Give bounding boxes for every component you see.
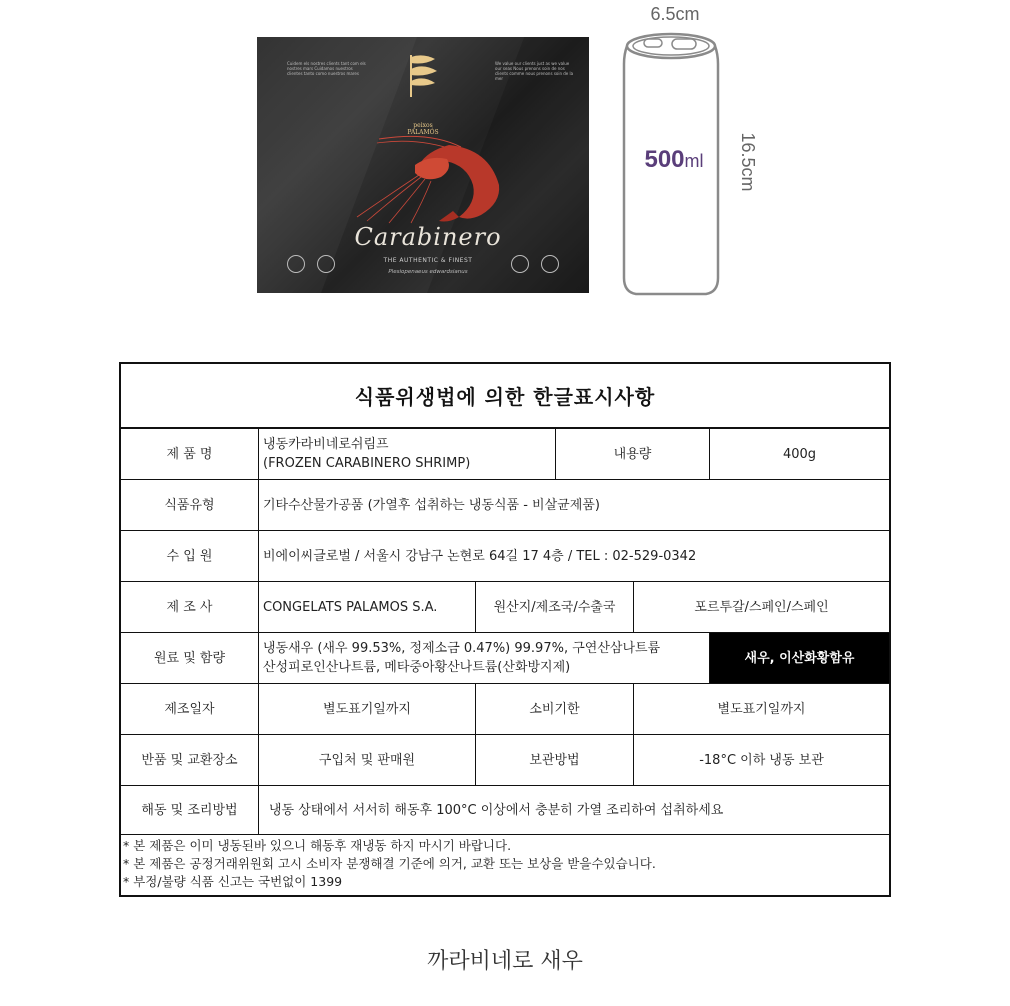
food-type-value: 기타수산물가공품 (가열후 섭취하는 냉동식품 - 비살균제품): [259, 480, 889, 531]
origin-label: 원산지/제조국/수출국: [476, 582, 634, 633]
label-notes: [121, 835, 889, 893]
brand-line1: peixos: [413, 122, 433, 129]
expiry-value: 별도표기일까지: [634, 684, 889, 735]
can-volume-number: 500: [644, 146, 685, 173]
allergen-value: 새우, 이산화황함유: [710, 633, 889, 684]
can-volume-unit: ml: [684, 151, 704, 171]
certification-badge-icon: [287, 255, 305, 273]
food-type-label: 식품유형: [121, 480, 259, 531]
product-name-label: 제 품 명: [121, 429, 259, 480]
note-item: * 부정/불량 식품 신고는 국번없이 1399: [123, 874, 343, 889]
brand-line2: PALAMÓS: [407, 129, 439, 136]
mfg-date-label: 제조일자: [121, 684, 259, 735]
product-name-ko: 냉동카라비네로쉬림프: [263, 437, 389, 452]
ingredients-label: 원료 및 함량: [121, 633, 259, 684]
cooking-value: 냉동 상태에서 서서히 해동후 100°C 이상에서 충분히 가열 조리하여 섭취하세요: [259, 786, 889, 835]
box-corner-text-left: Cuidem els nostres clients tant com els nostres mars Cuidamos nuestros clientes tanto como nuestros mares: [287, 61, 366, 76]
storage-label: 보관방법: [476, 735, 634, 786]
product-name-value: [259, 429, 556, 480]
importer-value: 비에이씨글로벌 / 서울시 강남구 논현로 64길 17 4층 / TEL : 02-529-0342: [259, 531, 889, 582]
note-item: * 본 제품은 이미 냉동된바 있으니 해동후 재냉동 하지 마시기 바랍니다.: [123, 838, 512, 853]
ingredients-line2: 산성피로인산나트륨, 메타중아황산나트륨(산화방지제): [263, 660, 571, 675]
net-content-label: 내용량: [556, 429, 710, 480]
manufacturer-label: 제 조 사: [121, 582, 259, 633]
food-label-table: [119, 362, 891, 897]
shrimp-illustration: [349, 125, 509, 225]
scientific-name: Plesiopenaeus edwardsianus: [388, 269, 468, 275]
ingredients-value: [259, 633, 710, 684]
product-script-name: Carabinero: [354, 223, 502, 251]
note-item: * 본 제품은 공정거래위원회 고시 소비자 분쟁해결 기준에 의거, 교환 또는 보상을 받을수있습니다.: [123, 856, 656, 871]
expiry-label: 소비기한: [476, 684, 634, 735]
mfg-date-value: 별도표기일까지: [259, 684, 476, 735]
certification-badge-icon: [317, 255, 335, 273]
cooking-label: 해동 및 조리방법: [121, 786, 259, 835]
can-height-label: 16.5cm: [738, 132, 758, 192]
product-box-image: [257, 37, 589, 293]
certification-badge-icon: [511, 255, 529, 273]
return-label: 반품 및 교환장소: [121, 735, 259, 786]
can-volume: [628, 146, 720, 174]
storage-value: -18°C 이하 냉동 보관: [634, 735, 889, 786]
return-value: 구입처 및 판매원: [259, 735, 476, 786]
ingredients-line1: 냉동새우 (새우 99.53%, 정제소금 0.47%) 99.97%, 구연산삼나트륨: [263, 641, 661, 656]
snowflake-badge-icon: [541, 255, 559, 273]
table-title: 식품위생법에 의한 한글표시사항: [121, 364, 889, 429]
net-content-value: 400g: [710, 429, 889, 480]
manufacturer-value: CONGELATS PALAMOS S.A.: [259, 582, 476, 633]
flag-logo-icon: [405, 51, 441, 99]
product-tagline: THE AUTHENTIC & FINEST: [383, 257, 473, 264]
importer-label: 수 입 원: [121, 531, 259, 582]
can-width-label: 6.5cm: [650, 4, 700, 24]
product-name-en: (FROZEN CARABINERO SHRIMP): [263, 456, 471, 471]
box-corner-text-right: We value our clients just as we value our seas Nous prenons soin de nos clients comme nous prenons soin de la mer: [495, 61, 574, 81]
origin-value: 포르투갈/스페인/스페인: [634, 582, 889, 633]
page-caption: 까라비네로 새우: [427, 949, 583, 974]
